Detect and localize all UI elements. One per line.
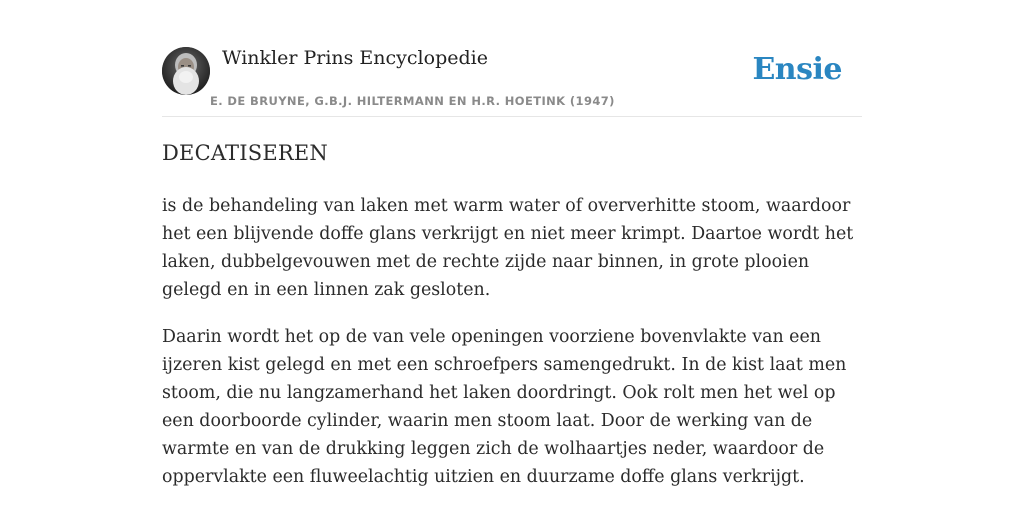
article-title: DECATISEREN: [162, 141, 328, 165]
site-title[interactable]: Winkler Prins Encyclopedie: [222, 47, 488, 69]
article-paragraph-1: is de behandeling van laken met warm water of oververhitte stoom, waardoor het een blijvende doffe glans verkrijgt en niet meer krimpt. Daartoe wordt het laken, dubbelgevouwen met de rechte zijde naar binnen, in grote plooien gelegd en in een linnen zak gesloten.: [162, 196, 854, 300]
portrait-avatar-icon: [162, 47, 210, 95]
article-paragraph-2: Daarin wordt het op de van vele openingen voorziene bovenvlakte van een ijzeren kist gelegd en met een schroefpers samengedrukt. In de kist laat men stoom, die nu langzamerhand het laken doordringt. Ook rolt men het wel op een doorboorde cylinder, waarin men stoom laat. Door de werking van de warmte en van de drukking leggen zich de wolhaartjes neder, waardoor de oppervlakte een fluweelachtig uitzien en duurzame doffe glans verkrijgt.: [162, 327, 847, 487]
header: [162, 44, 862, 117]
author-avatar[interactable]: [162, 47, 210, 95]
authors-byline: E. DE BRUYNE, G.B.J. HILTERMANN EN H.R. HOETINK (1947): [210, 94, 615, 108]
ensie-logo[interactable]: Ensie: [752, 52, 842, 87]
